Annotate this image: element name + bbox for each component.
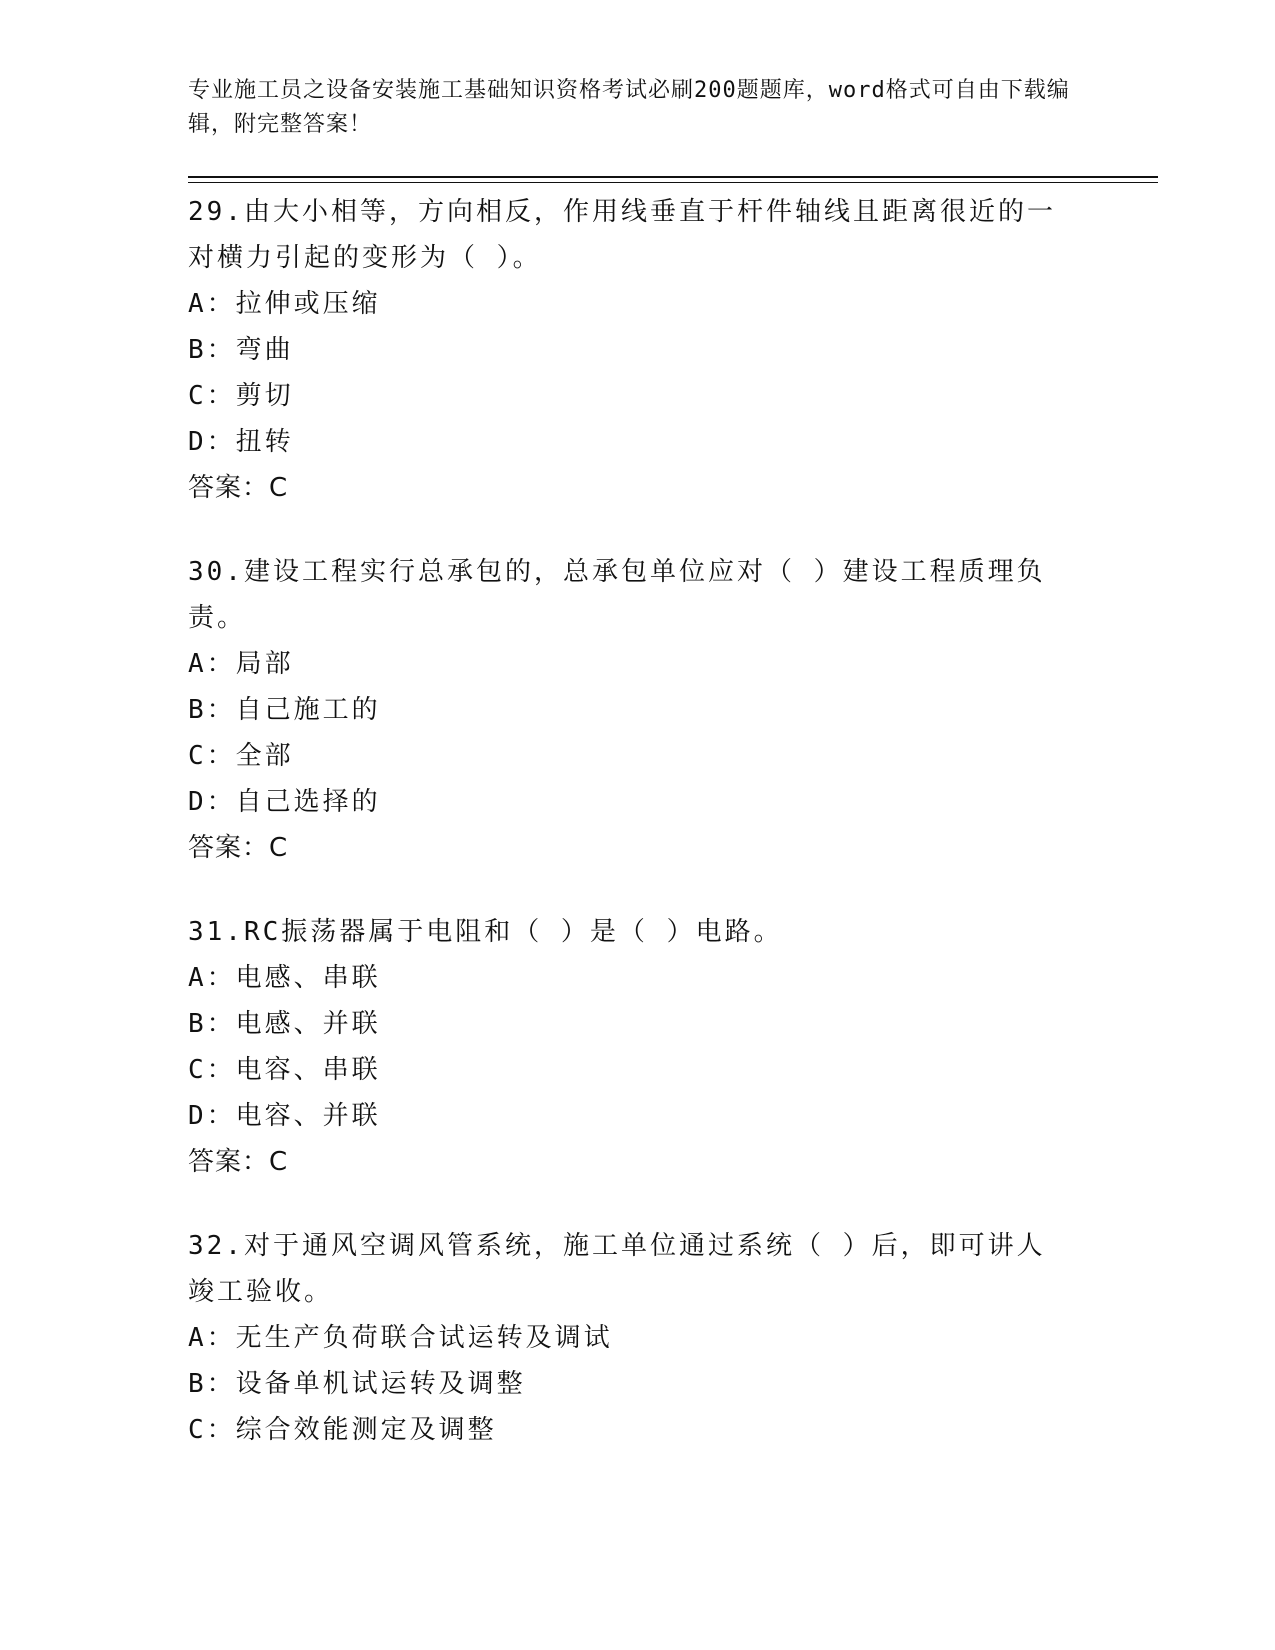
option-a: A：局部 xyxy=(188,649,294,679)
question-stem: 29.由大小相等，方向相反，作用线垂直于杆件轴线且距离很近的一对横力引起的变形为（ ）。 xyxy=(188,197,1056,273)
answer-line: 答案：C xyxy=(188,833,289,863)
question-29 xyxy=(188,189,1088,511)
answer-line: 答案：C xyxy=(188,473,289,503)
document-header: 专业施工员之设备安装施工基础知识资格考试必刷200题题库，word格式可自由下载编辑，附完整答案！ xyxy=(188,78,1070,137)
option-a: A：电感、串联 xyxy=(188,963,381,993)
question-list xyxy=(188,189,1088,1491)
option-b: B：设备单机试运转及调整 xyxy=(188,1369,526,1399)
option-b: B：弯曲 xyxy=(188,335,294,365)
header-divider-thick xyxy=(188,176,1158,178)
option-d: D：自己选择的 xyxy=(188,787,381,817)
question-31 xyxy=(188,909,1088,1185)
option-c: C：剪切 xyxy=(188,381,294,411)
option-c: C：全部 xyxy=(188,741,294,771)
option-b: B：电感、并联 xyxy=(188,1009,381,1039)
question-stem: 31.RC振荡器属于电阻和（ ）是（ ）电路。 xyxy=(188,917,783,947)
question-stem: 32.对于通风空调风管系统，施工单位通过系统（ ）后，即可讲人竣工验收。 xyxy=(188,1231,1046,1307)
question-32 xyxy=(188,1223,1088,1453)
answer-line: 答案：C xyxy=(188,1147,289,1177)
question-stem: 30.建设工程实行总承包的，总承包单位应对（ ）建设工程质理负责。 xyxy=(188,557,1046,633)
option-c: C：综合效能测定及调整 xyxy=(188,1415,497,1445)
question-30 xyxy=(188,549,1088,871)
option-a: A：无生产负荷联合试运转及调试 xyxy=(188,1323,613,1353)
option-b: B：自己施工的 xyxy=(188,695,381,725)
option-a: A：拉伸或压缩 xyxy=(188,289,381,319)
option-c: C：电容、串联 xyxy=(188,1055,381,1085)
header-divider-thin xyxy=(188,182,1158,183)
option-d: D：扭转 xyxy=(188,427,294,457)
option-d: D：电容、并联 xyxy=(188,1101,381,1131)
